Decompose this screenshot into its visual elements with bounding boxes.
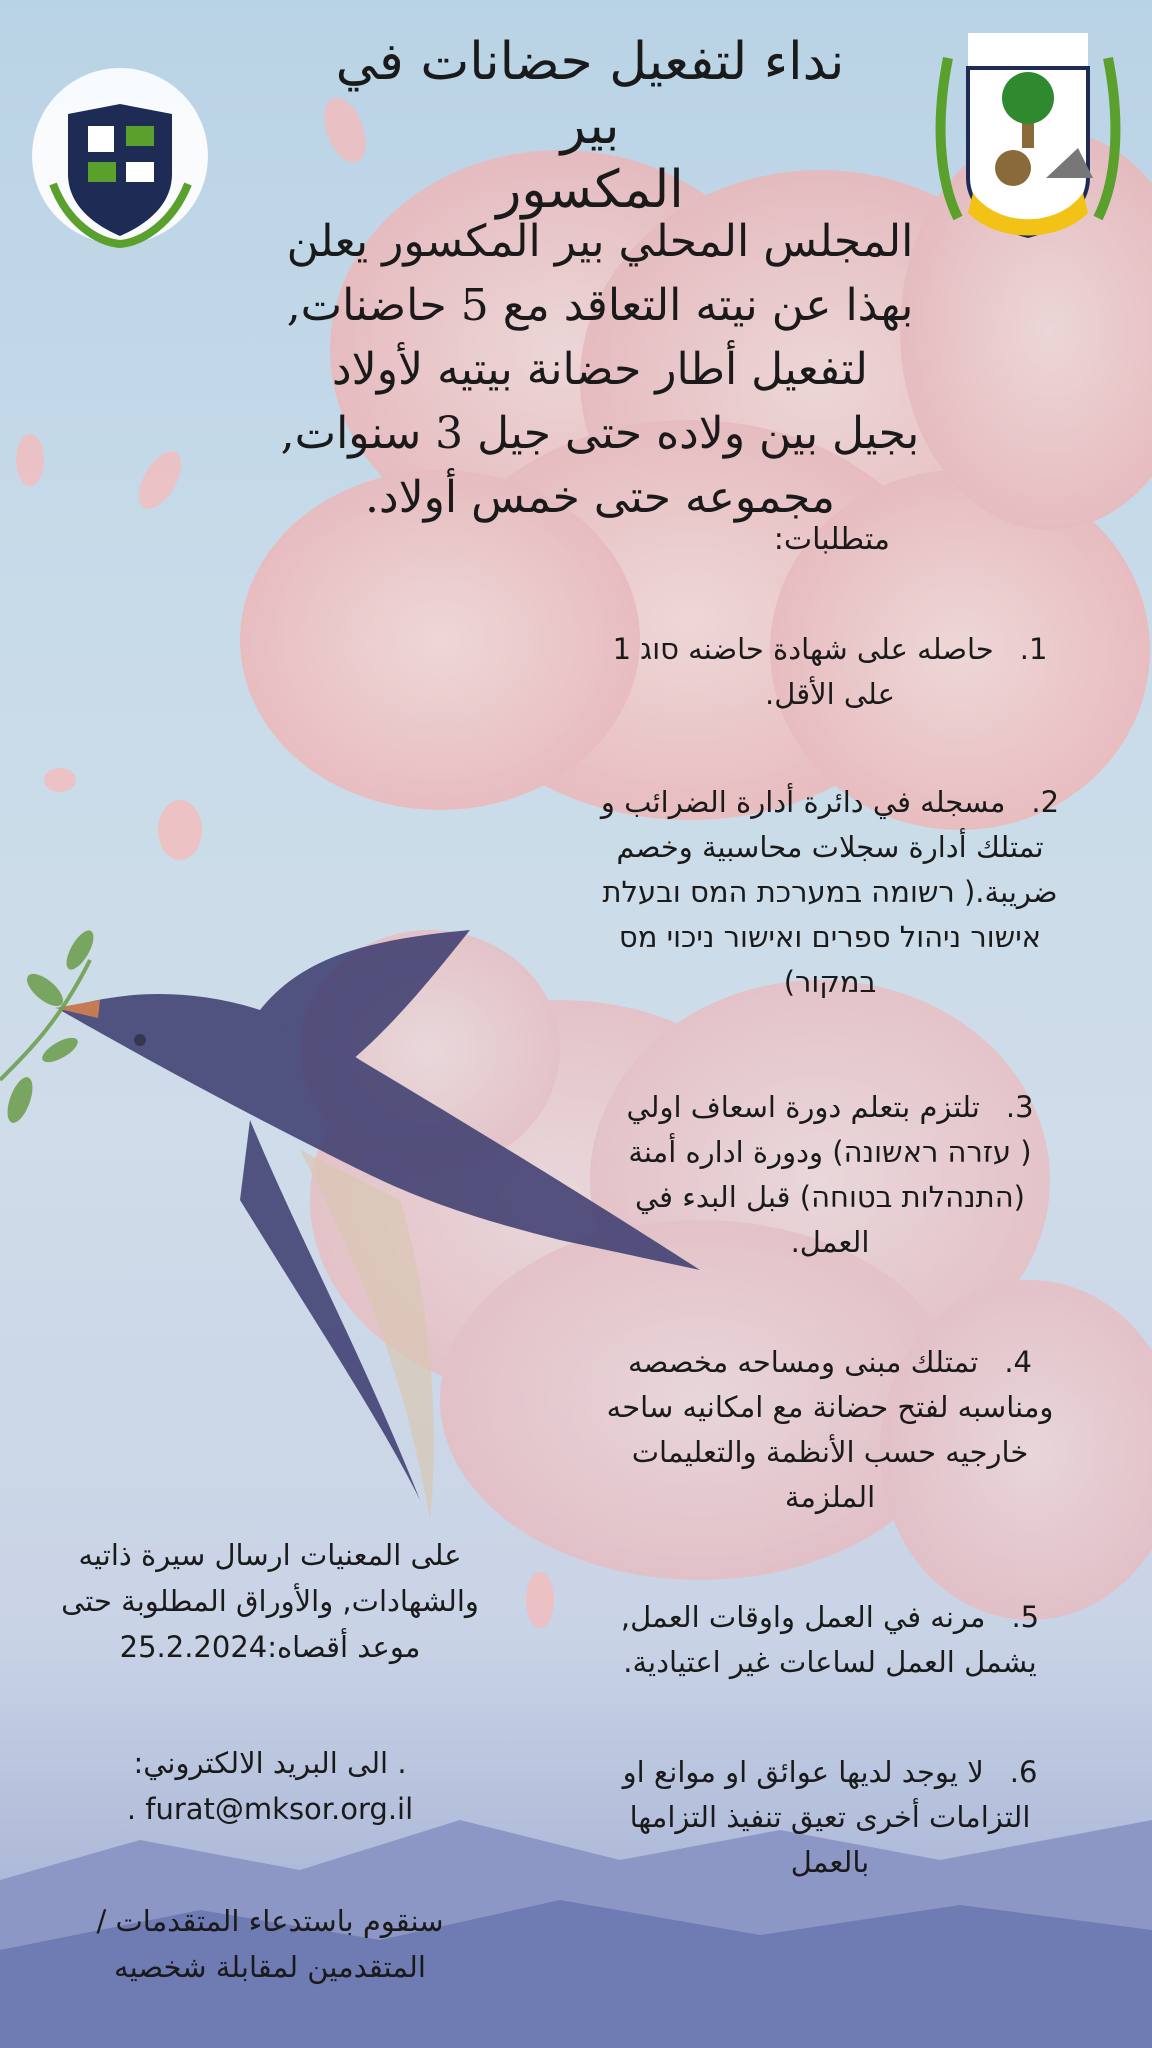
education-department-logo: [28, 64, 213, 249]
interview-line: سنقوم باستدعاء المتقدمات /: [96, 1904, 444, 1938]
requirement-line: (התנהלות בטוחה) قبل البدء في: [635, 1180, 1025, 1214]
announcement-line: مجموعه حتى خمس أولاد.: [365, 472, 835, 523]
requirement-number: 1.: [1019, 632, 1048, 666]
interview-line: المتقدمين لمقابلة شخصيه: [114, 1950, 426, 1984]
requirement-line: التزامات أخرى تعيق تنفيذ التزامها: [629, 1800, 1031, 1834]
title-line: نداء لتفعيل حضانات في بير: [335, 32, 845, 156]
announcement-line: لتفعيل أطار حضانة بيتيه لأولاد: [332, 344, 868, 395]
page-title: [300, 30, 880, 222]
requirement-line: مسجله في دائرة أدارة الضرائب و: [600, 785, 1006, 819]
requirement-line: خارجيه حسب الأنظمة والتعليمات: [631, 1435, 1029, 1469]
requirement-line: لا يوجد لديها عوائق او موانع او: [622, 1755, 984, 1789]
announcement-line: بجيل بين ولاده حتى جيل 3 سنوات,: [280, 408, 920, 459]
requirement-line: بالعمل: [790, 1845, 870, 1879]
requirement-item-1: [600, 627, 1060, 717]
requirement-line: ومناسبه لفتح حضانة مع امكانيه ساحه: [606, 1390, 1054, 1424]
requirement-line: تمتلك أدارة سجلات محاسبية وخصم: [616, 830, 1044, 864]
requirement-line: ضريبة.( רשומה במערכת המס ובעלת: [602, 875, 1058, 909]
email-address-link[interactable]: furat@mksor.org.il: [145, 1792, 414, 1826]
submission-deadline: موعد أقصاه:25.2.2024: [119, 1630, 421, 1664]
requirement-line: במקור): [783, 965, 877, 999]
requirement-line: يشمل العمل لساعات غير اعتيادية.: [623, 1645, 1037, 1679]
requirement-line: مرنه في العمل واوقات العمل,: [620, 1600, 986, 1634]
requirements-heading: متطلبات:: [773, 522, 890, 557]
requirement-item-5: [600, 1595, 1060, 1685]
announcement-text: [270, 210, 930, 530]
requirement-line: تلتزم بتعلم دورة اسعاف اولي: [626, 1090, 980, 1124]
requirement-number: 6.: [1009, 1755, 1038, 1789]
requirement-number: 4.: [1004, 1345, 1032, 1379]
requirement-number: 5.: [1011, 1600, 1040, 1634]
requirement-item-4: [600, 1340, 1060, 1520]
requirement-line: אישור ניהול ספרים ואישור ניכוי מס: [618, 920, 1042, 954]
requirement-item-6: [600, 1750, 1060, 1885]
requirement-line: تمتلك مبنى ومساحه مخصصه: [628, 1345, 979, 1379]
requirement-line: الملزمة: [784, 1480, 876, 1514]
interview-notice: [50, 1898, 490, 1990]
email-label: . الى البريد الالكتروني:: [133, 1746, 407, 1780]
requirement-number: 3.: [1005, 1090, 1034, 1124]
submission-line: على المعنيات ارسال سيرة ذاتيه: [78, 1538, 462, 1572]
requirement-line: ( עזרה ראשונה) ودورة اداره أمنة: [628, 1135, 1032, 1169]
requirement-number: 2.: [1031, 785, 1060, 819]
requirement-item-2: [600, 780, 1060, 1005]
requirement-item-3: [600, 1085, 1060, 1265]
email-suffix: .: [126, 1792, 137, 1826]
requirement-line: حاصله على شهادة حاضنه סוג 1: [612, 632, 994, 666]
requirement-line: على الأقل.: [765, 677, 895, 711]
requirement-line: العمل.: [790, 1225, 870, 1259]
submission-line: والشهادات, والأوراق المطلوبة حتى: [61, 1584, 479, 1618]
announcement-line: المجلس المحلي بير المكسور يعلن: [286, 216, 914, 267]
title-line: المكسور: [496, 160, 684, 220]
email-block: [50, 1740, 490, 1832]
announcement-line: بهذا عن نيته التعاقد مع 5 حاضنات,: [286, 280, 914, 331]
olive-branch: [0, 926, 99, 1126]
local-council-logo: [928, 28, 1128, 248]
submission-instructions: [50, 1532, 490, 1670]
